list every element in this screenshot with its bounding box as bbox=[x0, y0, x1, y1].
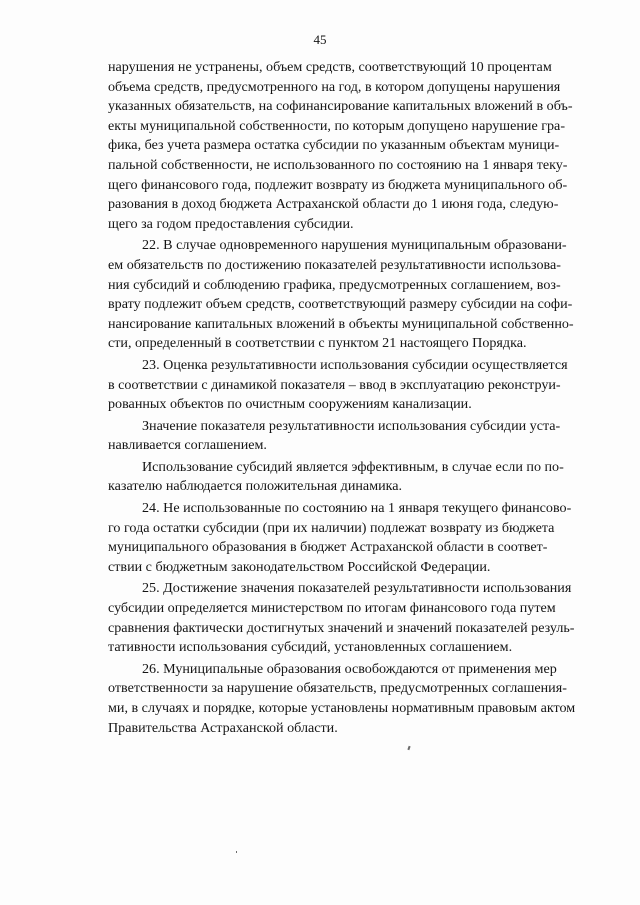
text-line: ния субсидий и соблюдению графика, предусмотренных соглашением, воз- bbox=[108, 276, 561, 293]
paragraph-24-start: 24. Не использованные по состоянию на 1 января текущего финансово- bbox=[142, 500, 572, 517]
text-line: щего за годом предоставления субсидии. bbox=[108, 215, 354, 232]
scan-speck bbox=[407, 746, 410, 750]
text-line: навливается соглашением. bbox=[108, 437, 267, 454]
paragraph-25-start: 25. Достижение значения показателей результативности использования bbox=[142, 580, 572, 597]
text-line: объема средств, предусмотренного на год, в котором допущены нарушения bbox=[108, 78, 561, 95]
paragraph-start: Значение показателя результативности использования субсидии уста- bbox=[142, 417, 561, 434]
text-line: тативности использования субсидий, установленных соглашением. bbox=[108, 639, 513, 656]
text-line: пальной собственности, не использованного по состоянию на 1 января теку- bbox=[108, 156, 568, 173]
text-line: сти, определенный в соответствии с пунктом 21 настоящего Порядка. bbox=[108, 335, 527, 352]
text-line: нарушения не устранены, объем средств, соответствующий 10 процентам bbox=[108, 59, 552, 75]
text-line: врату подлежит объем средств, соответствующий размеру субсидии на софи- bbox=[108, 296, 573, 313]
text-line: разования в доход бюджета Астраханской области до 1 июня года, следую- bbox=[108, 196, 559, 213]
paragraph-start: Использование субсидий является эффективным, в случае если по по- bbox=[142, 458, 564, 475]
page-number: 45 bbox=[313, 32, 327, 47]
document-body bbox=[108, 58, 576, 738]
scan-speck bbox=[236, 851, 237, 853]
paragraph-26-start: 26. Муниципальные образования освобождаются от применения мер bbox=[142, 660, 557, 677]
text-line: Правительства Астраханской области. bbox=[108, 719, 338, 736]
text-line: ответственности за нарушение обязательств, предусмотренных соглашения- bbox=[108, 680, 567, 697]
text-line: субсидии определяется министерством по итогам финансового года путем bbox=[108, 600, 556, 617]
text-line: в соответствии с динамикой показателя – ввод в эксплуатацию реконструи- bbox=[108, 376, 561, 393]
text-line: го года остатки субсидии (при их наличии) подлежат возврату из бюджета bbox=[108, 519, 555, 536]
text-line: щего финансового года, подлежит возврату из бюджета муниципального об- bbox=[108, 176, 568, 193]
text-line: ми, в случаях и порядке, которые установлены нормативным правовым актом bbox=[108, 700, 576, 716]
text-line: ствии с бюджетным законодательством Российской Федерации. bbox=[108, 558, 491, 575]
text-line: указанных обязательств, на софинансирование капитальных вложений в объ- bbox=[108, 98, 573, 115]
text-line: муниципального образования в бюджет Астраханской области в соответ- bbox=[108, 539, 548, 556]
text-line: ем обязательств по достижению показателей результативности использова- bbox=[108, 256, 561, 273]
text-line: нансирование капитальных вложений в объекты муниципальной собственно- bbox=[108, 315, 574, 332]
paragraph-23-start: 23. Оценка результативности использования субсидии осуществляется bbox=[142, 356, 568, 373]
text-line: казателю наблюдается положительная динамика. bbox=[108, 478, 403, 495]
paragraph-22-start: 22. В случае одновременного нарушения муниципальным образовани- bbox=[142, 237, 567, 254]
text-line: сравнения фактически достигнутых значений и значений показателей резуль- bbox=[108, 619, 575, 636]
text-line: екты муниципальной собственности, по которым допущено нарушение гра- bbox=[108, 117, 566, 134]
text-line: фика, без учета размера остатка субсидии по указанным объектам муници- bbox=[108, 137, 560, 154]
text-line: рованных объектов по очистным сооружениям канализации. bbox=[108, 396, 472, 413]
